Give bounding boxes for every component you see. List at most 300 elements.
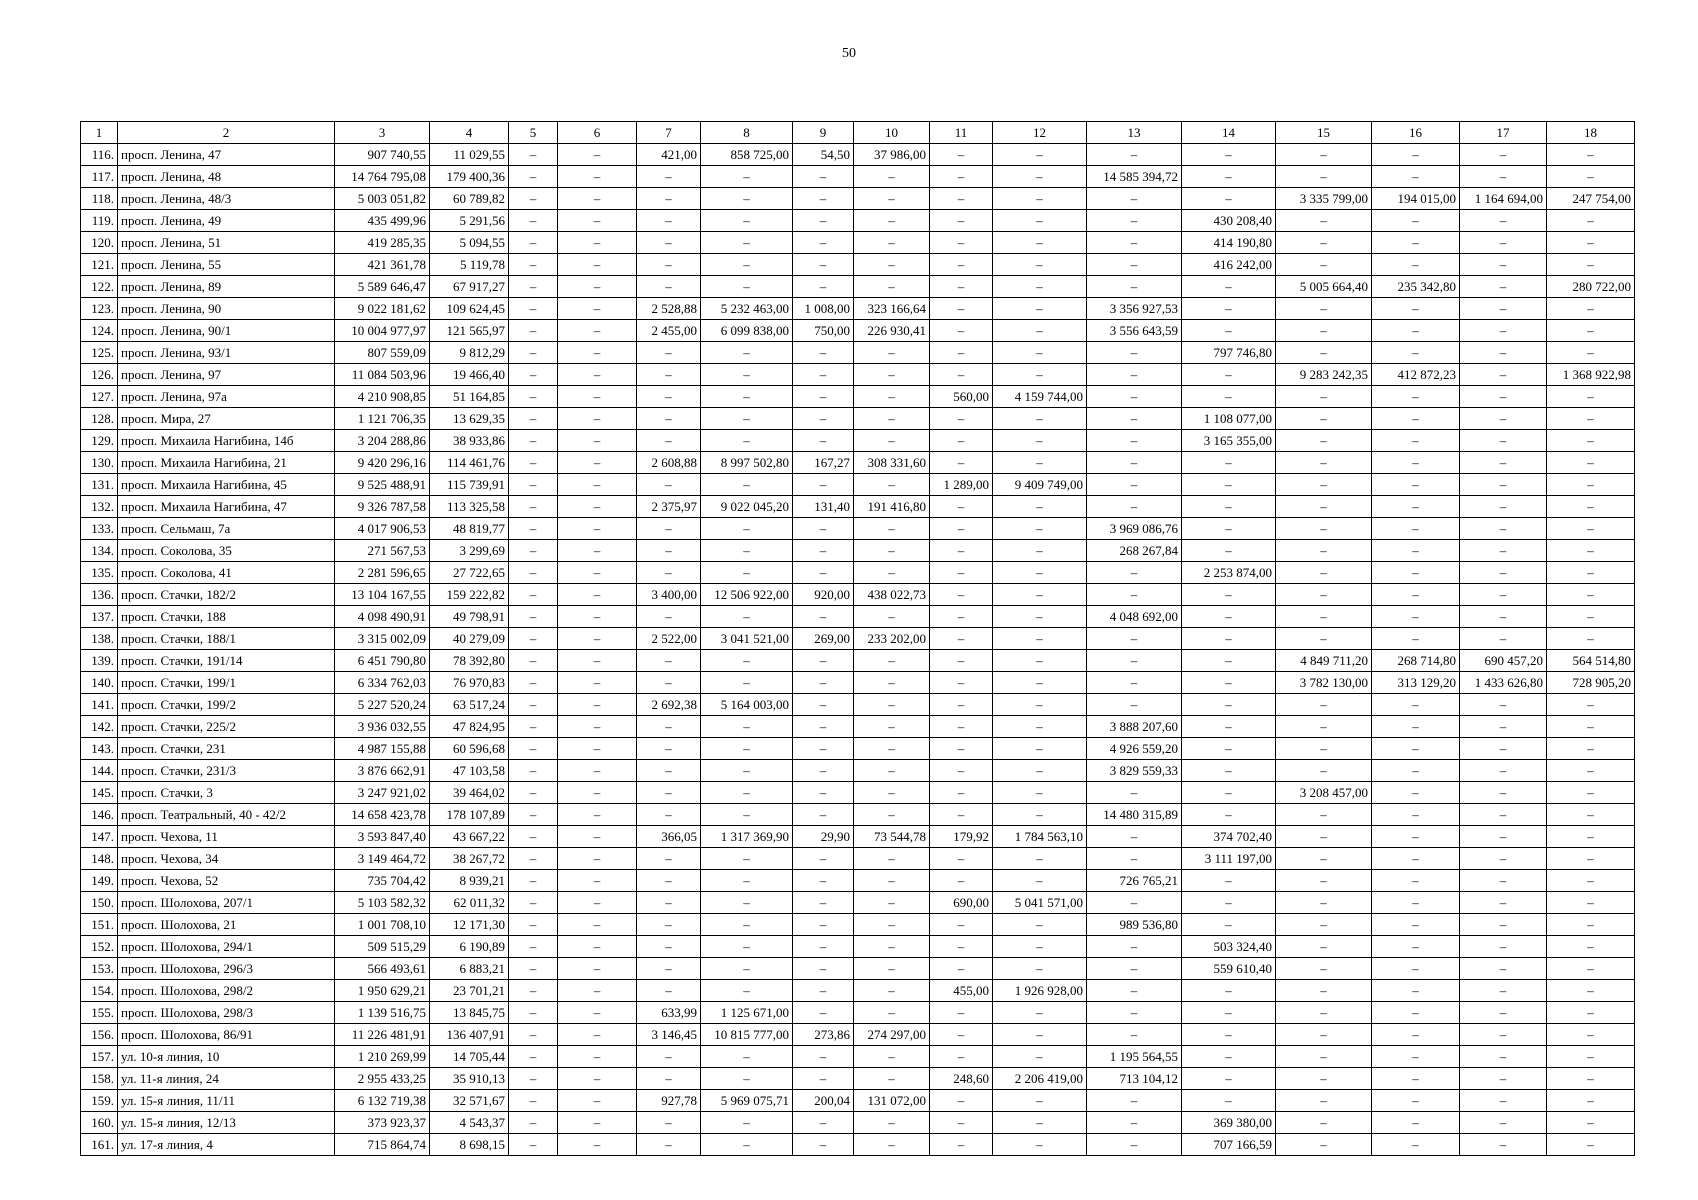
- table-cell: –: [854, 364, 930, 386]
- table-cell: –: [558, 738, 637, 760]
- table-cell: –: [1372, 892, 1460, 914]
- table-cell: –: [793, 166, 854, 188]
- table-cell: –: [793, 650, 854, 672]
- table-cell: –: [930, 760, 993, 782]
- table-row: [81, 628, 1635, 650]
- table-cell: –: [1276, 254, 1372, 276]
- table-cell: –: [1460, 1002, 1547, 1024]
- table-cell: –: [558, 386, 637, 408]
- table-cell: –: [509, 1090, 558, 1112]
- table-cell: –: [930, 430, 993, 452]
- row-number: 128.: [81, 408, 118, 430]
- table-cell: 233 202,00: [854, 628, 930, 650]
- table-cell: –: [1372, 606, 1460, 628]
- table-cell: –: [854, 958, 930, 980]
- table-cell: 27 722,65: [430, 562, 509, 584]
- table-cell: 1 139 516,75: [335, 1002, 430, 1024]
- column-header: 13: [1087, 122, 1182, 144]
- table-cell: –: [1372, 1090, 1460, 1112]
- address-cell: просп. Михаила Нагибина, 47: [118, 496, 335, 518]
- table-cell: –: [1087, 452, 1182, 474]
- table-cell: –: [637, 276, 701, 298]
- table-cell: 412 872,23: [1372, 364, 1460, 386]
- table-cell: 713 104,12: [1087, 1068, 1182, 1090]
- table-cell: –: [1460, 166, 1547, 188]
- table-cell: 707 166,59: [1182, 1134, 1276, 1156]
- table-cell: 2 692,38: [637, 694, 701, 716]
- table-cell: 927,78: [637, 1090, 701, 1112]
- table-cell: –: [793, 540, 854, 562]
- table-cell: –: [1460, 936, 1547, 958]
- table-cell: –: [930, 848, 993, 870]
- row-number: 146.: [81, 804, 118, 826]
- table-cell: 1 784 563,10: [993, 826, 1087, 848]
- table-row: [81, 144, 1635, 166]
- table-cell: 159 222,82: [430, 584, 509, 606]
- table-cell: –: [793, 870, 854, 892]
- row-number: 155.: [81, 1002, 118, 1024]
- address-cell: просп. Михаила Нагибина, 21: [118, 452, 335, 474]
- table-cell: 2 528,88: [637, 298, 701, 320]
- row-number: 136.: [81, 584, 118, 606]
- table-cell: 366,05: [637, 826, 701, 848]
- table-cell: 559 610,40: [1182, 958, 1276, 980]
- table-cell: 14 764 795,08: [335, 166, 430, 188]
- table-cell: –: [793, 210, 854, 232]
- table-cell: –: [1276, 980, 1372, 1002]
- table-cell: 989 536,80: [1087, 914, 1182, 936]
- table-cell: –: [793, 1068, 854, 1090]
- table-cell: –: [1460, 760, 1547, 782]
- table-cell: –: [1182, 716, 1276, 738]
- table-cell: –: [993, 1024, 1087, 1046]
- row-number: 140.: [81, 672, 118, 694]
- table-cell: –: [558, 760, 637, 782]
- table-cell: –: [1276, 166, 1372, 188]
- table-cell: –: [637, 980, 701, 1002]
- table-cell: –: [1460, 210, 1547, 232]
- table-cell: –: [793, 892, 854, 914]
- table-cell: –: [558, 342, 637, 364]
- table-cell: –: [1547, 1090, 1635, 1112]
- table-cell: –: [930, 738, 993, 760]
- table-cell: –: [930, 1134, 993, 1156]
- row-number: 119.: [81, 210, 118, 232]
- table-cell: –: [637, 210, 701, 232]
- table-cell: –: [701, 1112, 793, 1134]
- table-cell: –: [558, 166, 637, 188]
- table-cell: –: [930, 496, 993, 518]
- table-row: [81, 848, 1635, 870]
- table-cell: –: [1547, 166, 1635, 188]
- table-cell: 6 099 838,00: [701, 320, 793, 342]
- address-cell: просп. Ленина, 89: [118, 276, 335, 298]
- table-cell: 3 299,69: [430, 540, 509, 562]
- table-cell: –: [1547, 408, 1635, 430]
- table-cell: 62 011,32: [430, 892, 509, 914]
- table-cell: –: [993, 1046, 1087, 1068]
- table-cell: 9 420 296,16: [335, 452, 430, 474]
- table-cell: –: [509, 430, 558, 452]
- address-cell: просп. Шолохова, 207/1: [118, 892, 335, 914]
- table-cell: 1 317 369,90: [701, 826, 793, 848]
- table-cell: –: [793, 342, 854, 364]
- table-row: [81, 254, 1635, 276]
- table-cell: –: [637, 804, 701, 826]
- table-cell: –: [1372, 694, 1460, 716]
- table-cell: –: [1276, 1090, 1372, 1112]
- table-cell: –: [993, 276, 1087, 298]
- address-cell: просп. Соколова, 41: [118, 562, 335, 584]
- table-cell: 14 658 423,78: [335, 804, 430, 826]
- table-cell: –: [854, 408, 930, 430]
- table-cell: 269,00: [793, 628, 854, 650]
- table-cell: –: [993, 672, 1087, 694]
- table-cell: –: [701, 892, 793, 914]
- table-cell: 1 001 708,10: [335, 914, 430, 936]
- table-cell: –: [1547, 540, 1635, 562]
- row-number: 135.: [81, 562, 118, 584]
- table-cell: –: [1182, 276, 1276, 298]
- table-cell: –: [1372, 804, 1460, 826]
- table-cell: –: [1182, 1090, 1276, 1112]
- table-cell: –: [793, 188, 854, 210]
- table-cell: 735 704,42: [335, 870, 430, 892]
- table-cell: –: [793, 364, 854, 386]
- table-cell: –: [1547, 628, 1635, 650]
- column-header: 18: [1547, 122, 1635, 144]
- table-cell: 2 253 874,00: [1182, 562, 1276, 584]
- table-cell: 3 876 662,91: [335, 760, 430, 782]
- column-header: 1: [81, 122, 118, 144]
- table-row: [81, 738, 1635, 760]
- table-cell: –: [1547, 804, 1635, 826]
- table-cell: –: [854, 672, 930, 694]
- address-cell: ул. 10-я линия, 10: [118, 1046, 335, 1068]
- table-cell: –: [509, 518, 558, 540]
- table-cell: –: [1460, 474, 1547, 496]
- table-cell: –: [1547, 892, 1635, 914]
- table-cell: 3 888 207,60: [1087, 716, 1182, 738]
- table-cell: –: [1182, 386, 1276, 408]
- table-cell: –: [1182, 694, 1276, 716]
- table-cell: –: [1276, 342, 1372, 364]
- table-cell: –: [1276, 452, 1372, 474]
- table-cell: –: [1460, 1112, 1547, 1134]
- table-cell: –: [1547, 232, 1635, 254]
- table-row: [81, 320, 1635, 342]
- table-cell: –: [509, 716, 558, 738]
- table-cell: 179,92: [930, 826, 993, 848]
- table-cell: –: [993, 298, 1087, 320]
- table-cell: –: [701, 166, 793, 188]
- table-cell: –: [793, 936, 854, 958]
- table-cell: –: [854, 606, 930, 628]
- address-cell: просп. Шолохова, 86/91: [118, 1024, 335, 1046]
- table-cell: –: [1460, 584, 1547, 606]
- table-row: [81, 342, 1635, 364]
- table-cell: –: [1276, 1046, 1372, 1068]
- table-cell: 5 589 646,47: [335, 276, 430, 298]
- table-cell: –: [509, 672, 558, 694]
- table-cell: –: [930, 804, 993, 826]
- table-cell: 10 815 777,00: [701, 1024, 793, 1046]
- table-cell: –: [930, 320, 993, 342]
- table-cell: –: [509, 892, 558, 914]
- table-cell: –: [1182, 760, 1276, 782]
- table-cell: –: [1182, 1024, 1276, 1046]
- table-cell: –: [1372, 342, 1460, 364]
- table-cell: –: [509, 606, 558, 628]
- table-cell: 3 593 847,40: [335, 826, 430, 848]
- table-cell: –: [793, 386, 854, 408]
- table-cell: 121 565,97: [430, 320, 509, 342]
- table-cell: 3 969 086,76: [1087, 518, 1182, 540]
- table-cell: –: [854, 1134, 930, 1156]
- table-row: [81, 210, 1635, 232]
- table-cell: –: [854, 540, 930, 562]
- table-cell: 4 543,37: [430, 1112, 509, 1134]
- table-cell: –: [993, 738, 1087, 760]
- table-cell: –: [854, 760, 930, 782]
- table-cell: –: [930, 936, 993, 958]
- table-cell: –: [558, 1112, 637, 1134]
- table-cell: –: [1182, 914, 1276, 936]
- table-cell: –: [1182, 452, 1276, 474]
- table-cell: –: [930, 914, 993, 936]
- table-cell: –: [1372, 1068, 1460, 1090]
- table-row: [81, 496, 1635, 518]
- table-cell: 48 819,77: [430, 518, 509, 540]
- table-cell: 8 939,21: [430, 870, 509, 892]
- table-cell: –: [993, 254, 1087, 276]
- address-cell: просп. Театральный, 40 - 42/2: [118, 804, 335, 826]
- table-cell: –: [558, 870, 637, 892]
- table-cell: –: [1087, 1112, 1182, 1134]
- table-cell: 3 400,00: [637, 584, 701, 606]
- table-cell: 3 315 002,09: [335, 628, 430, 650]
- row-number: 124.: [81, 320, 118, 342]
- table-cell: –: [1460, 694, 1547, 716]
- table-row: [81, 1134, 1635, 1156]
- table-cell: 13 845,75: [430, 1002, 509, 1024]
- table-cell: –: [558, 408, 637, 430]
- table-cell: –: [993, 166, 1087, 188]
- table-row: [81, 364, 1635, 386]
- table-cell: –: [1547, 1046, 1635, 1068]
- table-row: [81, 650, 1635, 672]
- table-cell: –: [993, 650, 1087, 672]
- table-cell: –: [854, 1002, 930, 1024]
- table-cell: –: [558, 936, 637, 958]
- table-cell: 5 969 075,71: [701, 1090, 793, 1112]
- row-number: 159.: [81, 1090, 118, 1112]
- table-cell: 5 103 582,32: [335, 892, 430, 914]
- table-cell: –: [509, 496, 558, 518]
- table-row: [81, 1112, 1635, 1134]
- table-cell: –: [637, 672, 701, 694]
- table-cell: –: [558, 1068, 637, 1090]
- table-cell: –: [558, 1002, 637, 1024]
- table-cell: 60 596,68: [430, 738, 509, 760]
- row-number: 116.: [81, 144, 118, 166]
- table-cell: 5 291,56: [430, 210, 509, 232]
- table-cell: –: [558, 628, 637, 650]
- table-cell: –: [1460, 232, 1547, 254]
- row-number: 126.: [81, 364, 118, 386]
- row-number: 123.: [81, 298, 118, 320]
- table-cell: 1 368 922,98: [1547, 364, 1635, 386]
- table-cell: –: [1547, 760, 1635, 782]
- table-cell: –: [637, 892, 701, 914]
- table-cell: –: [793, 716, 854, 738]
- table-cell: –: [1460, 540, 1547, 562]
- table-cell: –: [509, 408, 558, 430]
- address-cell: ул. 15-я линия, 11/11: [118, 1090, 335, 1112]
- table-cell: 9 525 488,91: [335, 474, 430, 496]
- table-cell: 3 146,45: [637, 1024, 701, 1046]
- table-cell: –: [1547, 320, 1635, 342]
- table-cell: –: [854, 738, 930, 760]
- table-cell: 38 267,72: [430, 848, 509, 870]
- table-row: [81, 980, 1635, 1002]
- table-cell: 4 159 744,00: [993, 386, 1087, 408]
- table-cell: –: [793, 1046, 854, 1068]
- table-cell: –: [1182, 628, 1276, 650]
- address-cell: просп. Ленина, 48/3: [118, 188, 335, 210]
- table-cell: –: [993, 782, 1087, 804]
- table-cell: –: [1372, 738, 1460, 760]
- table-cell: –: [854, 914, 930, 936]
- table-cell: 421 361,78: [335, 254, 430, 276]
- table-cell: 247 754,00: [1547, 188, 1635, 210]
- table-cell: –: [930, 782, 993, 804]
- table-cell: –: [993, 804, 1087, 826]
- table-cell: –: [1276, 144, 1372, 166]
- table-cell: –: [993, 210, 1087, 232]
- row-number: 125.: [81, 342, 118, 364]
- table-cell: –: [509, 1068, 558, 1090]
- table-cell: –: [701, 518, 793, 540]
- table-cell: 690,00: [930, 892, 993, 914]
- table-cell: 8 698,15: [430, 1134, 509, 1156]
- table-cell: 109 624,45: [430, 298, 509, 320]
- column-header: 2: [118, 122, 335, 144]
- table-cell: –: [1087, 232, 1182, 254]
- table-cell: –: [993, 1134, 1087, 1156]
- table-cell: –: [1087, 694, 1182, 716]
- table-cell: 690 457,20: [1460, 650, 1547, 672]
- table-cell: –: [993, 848, 1087, 870]
- table-cell: –: [854, 716, 930, 738]
- table-cell: –: [1276, 1134, 1372, 1156]
- table-cell: –: [854, 980, 930, 1002]
- table-cell: 920,00: [793, 584, 854, 606]
- table-cell: –: [1372, 496, 1460, 518]
- table-cell: –: [509, 1112, 558, 1134]
- table-cell: –: [1372, 298, 1460, 320]
- table-cell: –: [793, 980, 854, 1002]
- table-cell: –: [1182, 650, 1276, 672]
- table-cell: –: [701, 1046, 793, 1068]
- table-cell: –: [558, 606, 637, 628]
- row-number: 132.: [81, 496, 118, 518]
- table-cell: 1 210 269,99: [335, 1046, 430, 1068]
- table-cell: –: [509, 958, 558, 980]
- table-cell: 60 789,82: [430, 188, 509, 210]
- table-cell: 435 499,96: [335, 210, 430, 232]
- table-cell: –: [930, 1024, 993, 1046]
- table-cell: –: [793, 672, 854, 694]
- table-cell: –: [1087, 1024, 1182, 1046]
- table-cell: –: [1547, 914, 1635, 936]
- row-number: 154.: [81, 980, 118, 1002]
- row-number: 133.: [81, 518, 118, 540]
- table-cell: –: [1087, 364, 1182, 386]
- table-cell: –: [509, 364, 558, 386]
- column-header: 11: [930, 122, 993, 144]
- table-row: [81, 1024, 1635, 1046]
- table-cell: –: [1276, 540, 1372, 562]
- table-cell: 6 451 790,80: [335, 650, 430, 672]
- table-cell: –: [854, 166, 930, 188]
- table-cell: –: [637, 1046, 701, 1068]
- row-number: 152.: [81, 936, 118, 958]
- table-cell: –: [930, 298, 993, 320]
- table-cell: –: [1372, 958, 1460, 980]
- table-cell: –: [701, 738, 793, 760]
- table-cell: 728 905,20: [1547, 672, 1635, 694]
- column-header: 16: [1372, 122, 1460, 144]
- table-cell: 858 725,00: [701, 144, 793, 166]
- table-cell: –: [1460, 980, 1547, 1002]
- table-cell: –: [1276, 210, 1372, 232]
- table-cell: –: [1276, 914, 1372, 936]
- address-cell: просп. Стачки, 191/14: [118, 650, 335, 672]
- table-cell: –: [930, 628, 993, 650]
- table-cell: –: [993, 342, 1087, 364]
- table-cell: –: [1460, 826, 1547, 848]
- table-cell: –: [701, 914, 793, 936]
- table-cell: 2 955 433,25: [335, 1068, 430, 1090]
- table-cell: –: [701, 188, 793, 210]
- table-cell: 503 324,40: [1182, 936, 1276, 958]
- table-cell: –: [1182, 1046, 1276, 1068]
- table-cell: –: [993, 628, 1087, 650]
- table-cell: 32 571,67: [430, 1090, 509, 1112]
- table-row: [81, 606, 1635, 628]
- table-cell: –: [637, 540, 701, 562]
- table-cell: –: [1547, 826, 1635, 848]
- table-cell: –: [1372, 870, 1460, 892]
- table-cell: 374 702,40: [1182, 826, 1276, 848]
- table-cell: –: [1087, 188, 1182, 210]
- address-cell: просп. Шолохова, 298/3: [118, 1002, 335, 1024]
- table-cell: –: [1372, 254, 1460, 276]
- table-cell: 3 208 457,00: [1276, 782, 1372, 804]
- table-cell: 313 129,20: [1372, 672, 1460, 694]
- table-cell: –: [1276, 386, 1372, 408]
- table-cell: –: [509, 342, 558, 364]
- table-cell: 1 289,00: [930, 474, 993, 496]
- table-cell: –: [1547, 254, 1635, 276]
- table-row: [81, 276, 1635, 298]
- table-cell: 3 829 559,33: [1087, 760, 1182, 782]
- table-cell: –: [930, 518, 993, 540]
- table-cell: –: [1372, 518, 1460, 540]
- table-cell: –: [993, 364, 1087, 386]
- table-cell: –: [1372, 782, 1460, 804]
